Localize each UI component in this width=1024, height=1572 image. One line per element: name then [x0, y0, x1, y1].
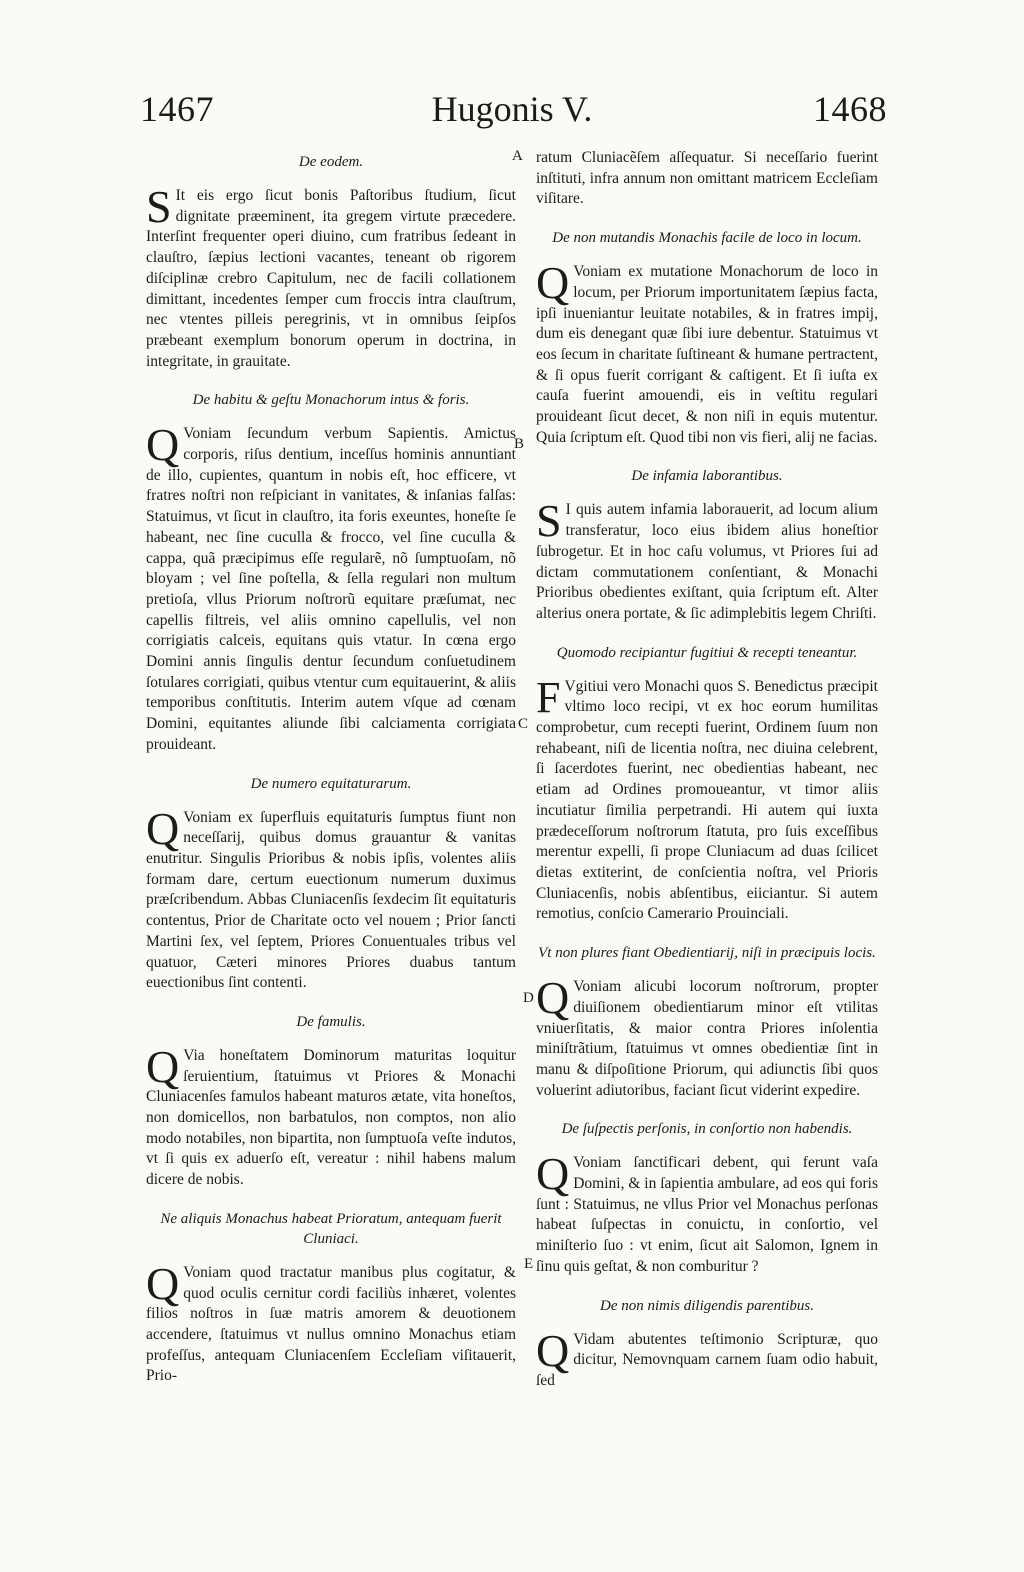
- drop-initial: Q: [536, 972, 570, 1024]
- margin-marker-e: E: [524, 1256, 534, 1272]
- drop-initial: F: [536, 672, 561, 722]
- paragraph: [536, 1324, 878, 1392]
- paragraph-text: Voniam alicubi locorum noſtrorum, propter diuiſionem obedientiarum minor eſt vtilitas vniuerſitatis, & maior contra Priores inſolentia miniſtrãtium, ſtatuimus vt omnes obedientiæ ſint in manu & diſpoſitione Priorum, qui adiunctis ſibi quos voluerint adiutoribus, faciant ſicut viderint expedire.: [536, 978, 878, 1099]
- margin-marker-a: A: [512, 148, 523, 164]
- drop-initial: Q: [536, 1324, 570, 1376]
- right-page-number: 1468: [813, 89, 887, 129]
- margin-marker-d: D: [523, 990, 534, 1006]
- paragraph-text: Vidam abutentes teſtimonio Scripturæ, quo dicitur, Nemovnquam carnem ſuam odio habuit, ſed: [536, 1330, 878, 1389]
- drop-initial: Q: [146, 802, 180, 854]
- paragraph: [146, 1040, 516, 1191]
- left-page-number: 1467: [140, 89, 214, 129]
- running-header: [0, 88, 1024, 138]
- paragraph-text: Via honeſtatem Dominorum maturitas loquitur ſeruientium, ſtatuimus vt Priores & Monachi Cluniacenſes famulos habeant maturos ætate, vita honeſtos, non domicellos, non barbatulos, non comptos, non alio modo notabiles, non bipartita, non ſumptuoſa veſte indutos, vt ſi quis ex aduerſo eſt, vereatur : nihil habens malum dicere de nobis.: [146, 1046, 516, 1189]
- paragraph: [146, 802, 516, 994]
- paragraph-text: Vgitiui vero Monachi quos S. Benedictus præcipit vltimo loco recipi, vt ex hoc eorum humilitas comprobetur, cum recepti fuerint, Ordinem ſuum non rehabeant, niſi de licentia noſtra, nec diuina celebrent, ſi ſacerdotes fuerint, nec obedientias habeant, nec etiam ad Ordines promoueantur, vt timor aliis incutiatur ſimilia perpetrandi. Hi autem qui iuxta prædeceſſorum noſtrorum ſtatuta, pro ſuis exceſſibus merentur expelli, ſi prope Cluniacum ad duas ſcilicet dietas extiterint, de conſcientia noſtra, vel Prioris Cluniacenſis, nobis abſentibus, eiiciantur. Si autem remotius, conſcio Camerario Prouinciali.: [536, 677, 878, 923]
- section-heading: De non mutandis Monachis facile de loco in locum.: [552, 230, 862, 247]
- paragraph: [536, 257, 878, 448]
- paragraph-text: Voniam quod tractatur manibus plus cogitatur, & quod oculis cernitur cordi faciliùs inhæret, volentes filios noſtros in ſuæ matris amorem & deuotionem accendere, ſtatuimus vt nullus omnino Monachus etiam profeſſus, antequam Cluniacenſem Eccleſiam viſitauerit, Prio-: [146, 1263, 516, 1385]
- section-heading: De habitu & geſtu Monachorum intus & foris.: [192, 392, 470, 409]
- paragraph: [536, 495, 878, 624]
- drop-initial: Q: [146, 419, 180, 471]
- paragraph-text: Voniam ex mutatione Monachorum de loco in locum, per Priorum importunitatem ſæpius facta, ipſi inueniantur leuitate notabiles, & in fratres impij, dum eis denegant quæ ſibi iure debentur. Statuimus vt eos ſecum in charitate ſuſtineant & humane pertractent, & ſi opus fuerit corrigant & caſtigent. Et ſi iuſta ex cauſa fuerint amouendi, eis in veſtitu regulari prouideant ſicut decet, & non niſi in equis mutentur. Quia ſcriptum eſt. Quod tibi non vis fieri, alij ne facias.: [536, 263, 878, 446]
- section-heading: Vt non plures fiant Obedientiarij, niſi in præcipuis locis.: [538, 945, 876, 962]
- section-heading: De famulis.: [296, 1013, 366, 1030]
- section-heading: De non nimis diligendis parentibus.: [599, 1297, 815, 1314]
- section-heading: De infamia laborantibus.: [631, 468, 783, 485]
- left-column: [146, 148, 516, 1393]
- paragraph: [146, 1257, 516, 1387]
- paragraph: [536, 972, 878, 1101]
- drop-initial: S: [536, 495, 562, 547]
- section-heading: De numero equitaturarum.: [250, 775, 412, 792]
- section-heading: Ne aliquis Monachus habeat Prioratum, antequam fuerit Cluniaci.: [160, 1210, 502, 1247]
- section-heading: De ſuſpectis perſonis, in conſortio non habendis.: [561, 1121, 853, 1138]
- paragraph-continuation: ratum Cluniacẽſem aſſequatur. Si neceſſario fuerint inſtituti, infra annum non omittant matricem Eccleſiam viſitare.: [536, 149, 878, 208]
- drop-initial: Q: [146, 1257, 180, 1309]
- section-heading: De eodem.: [298, 154, 364, 170]
- paragraph-text: Voniam ex ſuperfluis equitaturis ſumptus fiunt non neceſſarij, quibus domus grauantur & vanitas enutritur. Singulis Prioribus & nobis ipſis, volentes aliis formam dare, certum euectionum numerum duximus præſcribendum. Abbas Cluniacenſis ſexdecim ſit equitaturis contentus, Prior de Charitate octo vel nouem ; Prior ſancti Martini ſex, vel ſeptem, Priores Conuentuales tribus vel quatuor, Cæteri minores Priores duabus tantum euectionibus ſint contenti.: [146, 808, 516, 992]
- drop-initial: Q: [146, 1040, 180, 1092]
- paragraph: [146, 419, 516, 755]
- running-title: Hugonis V.: [431, 89, 593, 129]
- right-column: [536, 148, 878, 1398]
- margin-marker-c: C: [518, 716, 529, 732]
- paragraph-text: Voniam ſanctificari debent, qui ferunt vaſa Domini, & in ſapientia ambulare, ad eos qui foris ſunt : Statuimus, ne vllus Prior vel Monachus perſonas habeat ſuſpectas in conuictu, in conſortio, vel miniſterio ſuo : vt enim, ſicut ait Salomon, Ignem in ſinu quis geſtat, & non comburitur ?: [536, 1154, 878, 1275]
- paragraph-text: It eis ergo ſicut bonis Paſtoribus ſtudium, ſicut dignitate præeminent, ita gregem virtute præcedere. Interſint frequenter operi diuino, cum fratribus ſedeant in clauſtro, ſæpius lectioni vacantes, teneant ob rigorem diſciplinæ crebro Capitulum, nec de facili collationem dimittant, incedentes ſemper cum froccis intra clauſtrum, nec vtentes pilleis peregrinis, vt in omnibus ſeipſos præbeant exemplum bonorum operum in doctrina, in integritate, in grauitate.: [146, 187, 516, 370]
- paragraph-text: I quis autem infamia laborauerit, ad locum alium transferatur, loco eius ibidem alius honeſtior ſubrogetur. Et in hoc caſu volumus, vt Priores ſui ad dictam commutationem conſentiant, & Monachi Prioribus obedientes exiſtant, quia ſcriptum eſt. Alter alterius onera portate, & ſic adimplebitis legem Chriſti.: [536, 501, 878, 622]
- section-heading: Quomodo recipiantur fugitiui & recepti teneantur.: [556, 644, 858, 661]
- paragraph: [536, 672, 878, 925]
- drop-initial: Q: [536, 1148, 570, 1200]
- drop-initial: S: [146, 181, 172, 232]
- margin-marker-b: B: [514, 436, 525, 452]
- paragraph: [146, 181, 516, 372]
- paragraph-text: Voniam ſecundum verbum Sapientis. Amictus corporis, riſus dentium, inceſſus hominis annuntiant de illo, cupientes, quantum in nobis eſt, hoc efficere, vt fratres noſtri non reſpiciant in vanitates, & inſanias falſas: Statuimus, vt ſicut in clauſtro, ita foris exeuntes, honeſte ſe habeant, nec ſine cuculla & frocco, vel ſine cuculla & cappa, quã præcipimus eſſe regularẽ, nõ ſumptuoſam, nõ bloyam ; vel ſine poſtella, & ſella regulari non multum pretioſa, vllus Priorum noſtrorũ equitare præſumat, nec capellis filtreis, vel aliis omnino capellulis, vel non corrigiatis calceis, equitans quis vtatur. In cœna ergo Domini annis ſingulis dentur ſecundum conſuetudinem ſotulares corrigiati, quibus vtentur cum equitauerint, & aliis temporibus conſtitutis. Interim autem vſque ad cœnam Domini, equitantes aliunde ſibi calciamenta corrigiata prouideant.: [146, 425, 516, 753]
- paragraph: [536, 1148, 878, 1277]
- drop-initial: Q: [536, 257, 570, 309]
